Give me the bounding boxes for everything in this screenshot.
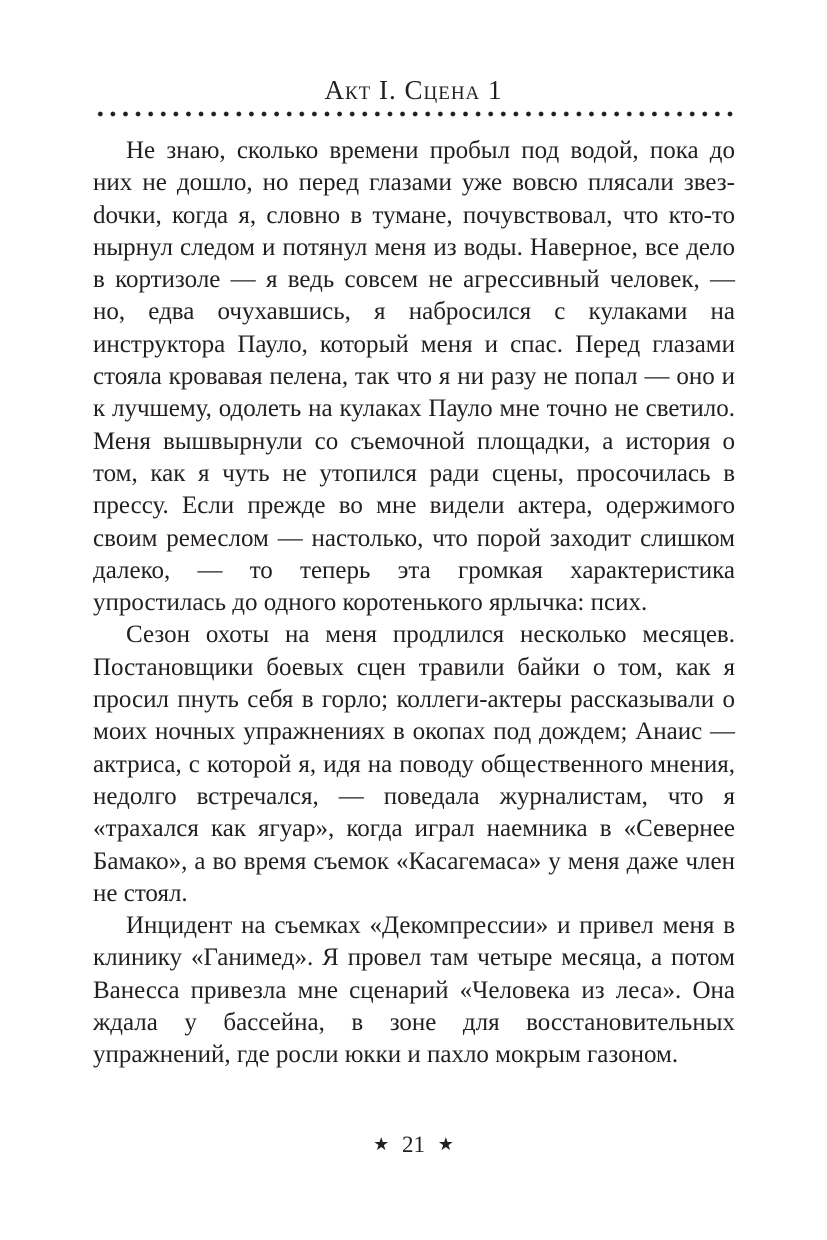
paragraph-3: Инцидент на съемках «Декомпрессии» и привел меня в клинику «Ганимед». Я провел там четыре месяца, а потом Ванесса привезла мне сценарий «Человека из леса». Она ждала у бассейна, в зоне для восстановительных упражнений, где росли юкки и пахло мокрым газоном. [93, 912, 735, 1069]
body-text [93, 135, 735, 1072]
page-footer [0, 1130, 827, 1159]
star-ornament-right: ★ [437, 1134, 454, 1154]
star-ornament-left: ★ [373, 1134, 390, 1154]
paragraph-1: Не знаю, сколько времени пробыл под водой, пока до них не дошло, но перед глазами уже вовсю плясали звезdочки, когда я, словно в тумане, почувствовал, что кто-то нырнул следом и потянул меня из воды. Наверное, все дело в кортизоле — я ведь совсем не агрессивный человек, — но, едва очухавшись, я набросился с кулаками на инструктора Пауло, который меня и спас. Перед глазами стояла кровавая пелена, так что я ни разу не попал — оно и к лучшему, одолеть на кулаках Пауло мне точно не светило. Меня вышвырнули со съемочной площадки, а история о том, как я чуть не утопился ради сцены, просочилась в прессу. Если прежде во мне видели актера, одержимого своим ремеслом — настолько, что порой заходит слишком далеко, — то теперь эта громкая характеристика упростилась до одного коротенького ярлычка: псих. [93, 137, 735, 617]
dotted-divider [94, 111, 734, 117]
paragraph-2: Сезон охоты на меня продлился несколько месяцев. Постановщики боевых сцен травили байки о том, как я просил пнуть себя в горло; коллеги-актеры рассказывали о моих ночных упражнениях в окопах под дождем; Анаис — актриса, с которой я, идя на поводу общественного мнения, недолго встречался, — поведала журналистам, что я «трахался как ягуар», когда играл наемника в «Севернее Бамако», а во время съемок «Касагемаса» у меня даже член не стоял. [93, 621, 735, 907]
page-number: 21 [402, 1132, 425, 1157]
running-head-title: Акт I. Сцена 1 [324, 75, 503, 105]
